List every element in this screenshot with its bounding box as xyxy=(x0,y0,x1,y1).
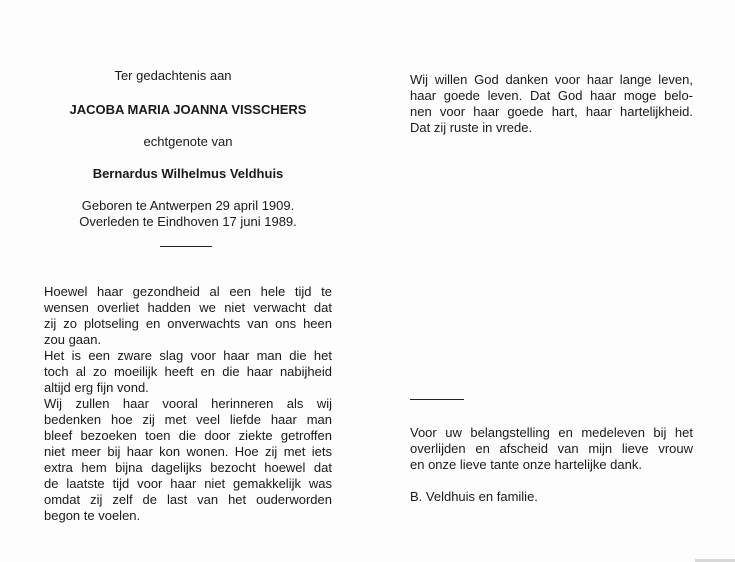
text-line: Het is een zware slag voor haar man die het xyxy=(44,348,332,363)
paragraph-2 xyxy=(44,348,332,396)
text-line: Hoewel haar gezondheid al een hele tijd te xyxy=(44,284,332,299)
paragraph-3 xyxy=(44,396,332,524)
text-line: begon te voelen. xyxy=(44,508,141,523)
text-line: extra hem bijna dagelijks bezocht hoewel dat xyxy=(44,460,332,475)
text-line: en onze lieve tante onze hartelijke dank. xyxy=(410,457,642,472)
left-divider xyxy=(160,246,212,247)
text-line: zou gaan. xyxy=(44,332,102,347)
thanks-block xyxy=(410,425,693,505)
signature: B. Veldhuis en familie. xyxy=(410,489,538,504)
text-line: bleef bezoeken toen die door ziekte getroffen xyxy=(44,428,332,443)
text-line: de laatste tijd voor haar niet gemakkelijk was xyxy=(44,476,332,491)
right-column xyxy=(410,72,693,136)
deceased-name: JACOBA MARIA JOANNA VISSCHERS xyxy=(69,102,307,117)
birth-line: Geboren te Antwerpen 29 april 1909. xyxy=(81,198,295,213)
text-line: omdat zij zelf de last van het ouderworden xyxy=(44,492,332,507)
text-line: zij zo plotseling en onverwachts van ons heen xyxy=(44,316,332,331)
death-line: Overleden te Eindhoven 17 juni 1989. xyxy=(79,214,297,229)
tribute-text xyxy=(44,284,332,524)
intro-text: Ter gedachtenis aan xyxy=(114,68,232,83)
text-line: haar goede leven. Dat God haar moge belo- xyxy=(410,88,693,103)
spouse-name: Bernardus Wilhelmus Veldhuis xyxy=(92,166,284,181)
text-line: overlijden en afscheid van mijn lieve vrouw xyxy=(410,441,693,456)
text-line: bedenken hoe zij met veel liefde haar man xyxy=(44,412,332,427)
paragraph-1 xyxy=(44,284,332,348)
text-line: Voor uw belangstelling en medeleven bij het xyxy=(410,425,693,440)
text-line: wensen overliet hadden we niet verwacht dat xyxy=(44,300,332,315)
text-line: Wij zullen haar vooral herinneren als wij xyxy=(44,396,332,411)
left-column xyxy=(44,68,332,524)
right-divider xyxy=(410,399,464,400)
text-line: toch al zo moeilijk heeft en die haar nabijheid xyxy=(44,364,332,379)
text-line: niet meer bij haar kon wonen. Hoe zij met iets xyxy=(44,444,332,459)
prayer-text xyxy=(410,72,693,136)
relation-text: echtgenote van xyxy=(143,134,233,149)
text-line: nen voor haar goede hart, haar hartelijkheid. xyxy=(410,104,693,119)
text-line: Wij willen God danken voor haar lange leven, xyxy=(410,72,693,87)
text-line: Dat zij ruste in vrede. xyxy=(410,120,533,135)
text-line: altijd erg fijn vond. xyxy=(44,380,149,395)
